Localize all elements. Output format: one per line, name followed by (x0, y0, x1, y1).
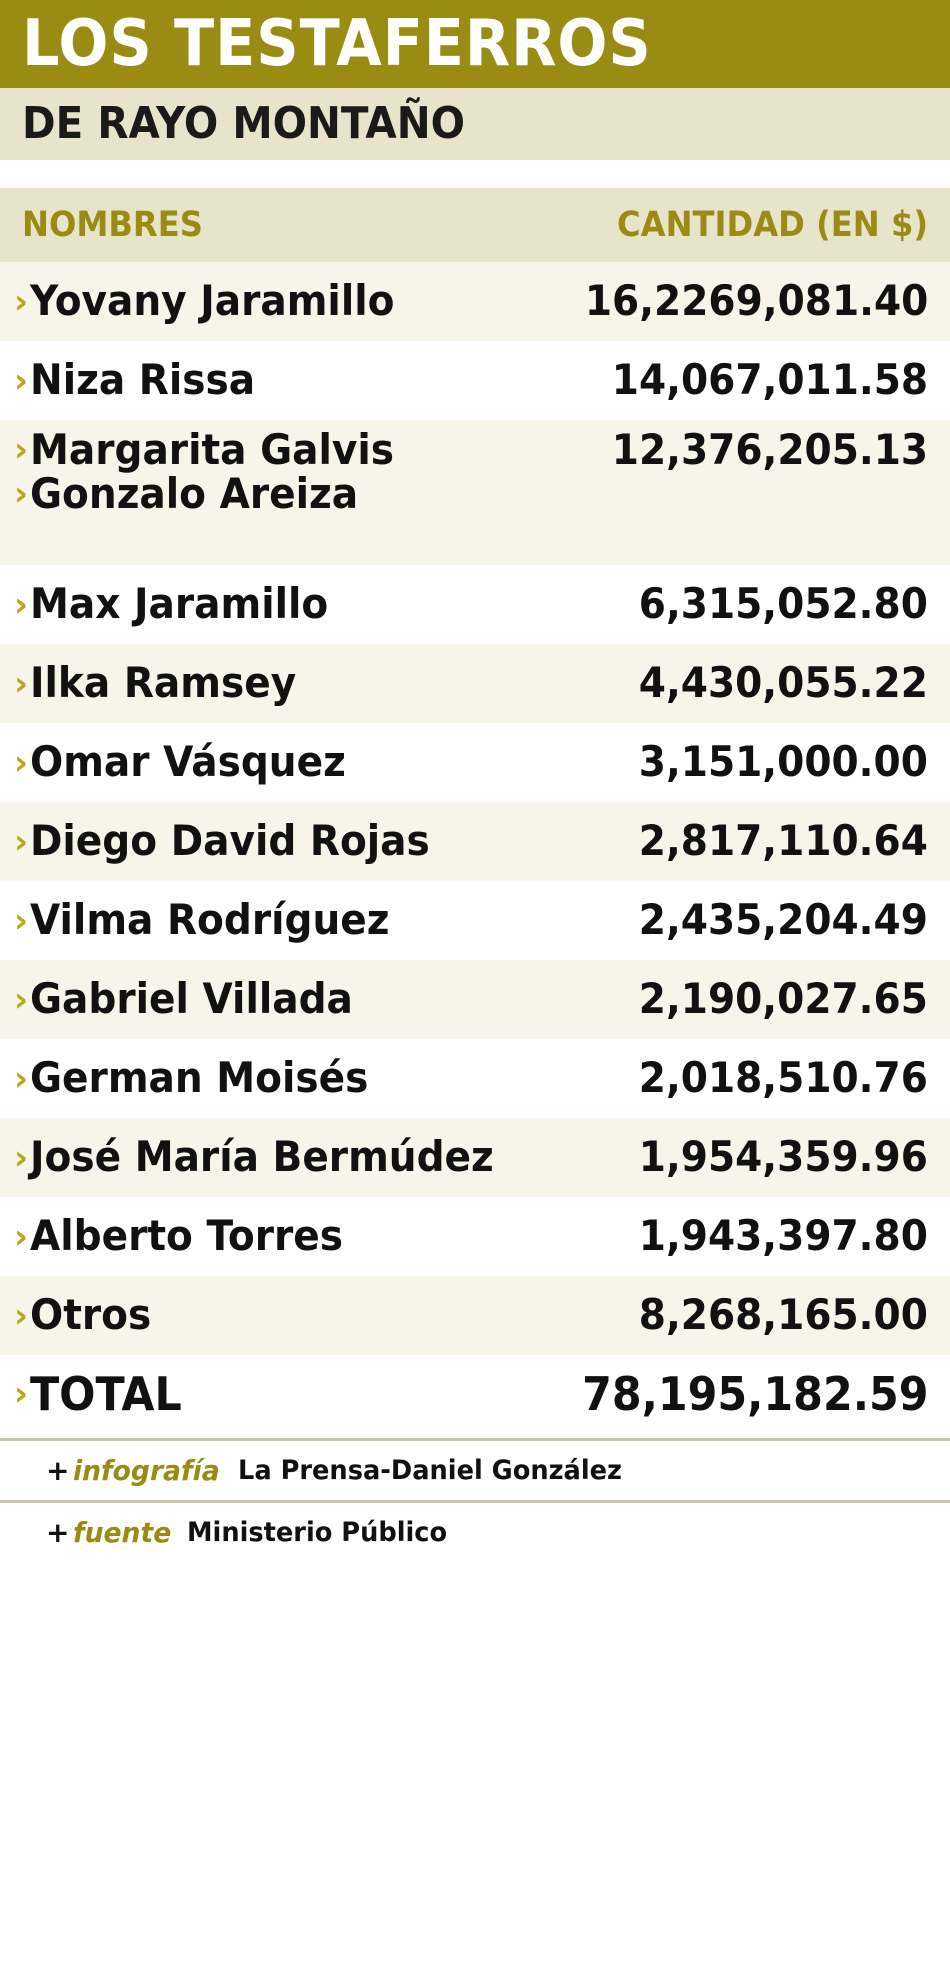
row-names (14, 355, 272, 405)
table-row (0, 262, 950, 341)
row-amount-value: 1,954,359.96 (638, 1132, 928, 1182)
chevron-right-icon: › (14, 1295, 29, 1336)
table-header-row (0, 188, 950, 262)
table-row (0, 881, 950, 960)
name-line (14, 469, 383, 519)
chevron-right-icon: › (14, 281, 29, 322)
chevron-right-icon: › (14, 979, 29, 1020)
row-amount-value: 14,067,011.58 (611, 355, 928, 405)
row-names (14, 816, 460, 866)
row-names (14, 1053, 394, 1103)
chevron-right-icon: › (14, 742, 29, 783)
name-line (14, 816, 460, 866)
name-line (14, 1053, 394, 1103)
header-spacer (0, 160, 950, 188)
name-line (14, 658, 316, 708)
chevron-right-icon: › (14, 1216, 29, 1257)
name-line (14, 1132, 529, 1182)
row-amount-value: 2,018,510.76 (638, 1053, 928, 1103)
chevron-right-icon: › (14, 584, 29, 625)
row-amount-value: 12,376,205.13 (611, 425, 928, 474)
table-row (0, 420, 950, 565)
table-row (0, 1118, 950, 1197)
row-amount-value: 2,817,110.64 (638, 816, 928, 866)
footer-fuente-label: fuente (73, 1516, 172, 1549)
chevron-right-icon: › (14, 663, 29, 704)
name-line (14, 974, 377, 1024)
table-row (0, 1197, 950, 1276)
chevron-right-icon: › (14, 1058, 29, 1099)
row-amount-value: 2,190,027.65 (638, 974, 928, 1024)
footer-fuente-value: Ministerio Público (186, 1517, 448, 1548)
page-subtitle: DE RAYO MONTAÑO (22, 98, 466, 149)
name-line (14, 355, 272, 405)
row-names (14, 658, 316, 708)
row-amount-value: 78,195,182.59 (581, 1367, 928, 1422)
table-row (0, 802, 950, 881)
row-names (14, 737, 370, 787)
row-names (14, 1211, 367, 1261)
row-name-label: Omar Vásquez (30, 737, 346, 787)
table-body (0, 262, 950, 1434)
name-line (14, 425, 421, 474)
row-name-label: Max Jaramillo (30, 579, 329, 629)
column-header-amount: CANTIDAD (EN $) (616, 205, 928, 245)
table-row (0, 1355, 950, 1434)
header-band (0, 0, 950, 160)
table-row (0, 960, 950, 1039)
table-row (0, 644, 950, 723)
name-line (14, 737, 370, 787)
row-names (14, 974, 377, 1024)
page-title: LOS TESTAFERROS (22, 7, 652, 81)
row-name-label: Niza Rissa (30, 355, 256, 405)
footer (0, 1438, 950, 1562)
row-names (14, 425, 421, 519)
subtitle-bar (0, 88, 950, 160)
name-line (14, 1290, 160, 1340)
chevron-right-icon: › (14, 900, 29, 941)
table-row (0, 341, 950, 420)
row-amount-value: 16,2269,081.40 (584, 276, 928, 326)
row-name-label: German Moisés (30, 1053, 369, 1103)
chevron-right-icon: › (14, 360, 29, 401)
footer-infografia-value: La Prensa-Daniel González (237, 1455, 622, 1486)
row-amount-value: 8,268,165.00 (638, 1290, 928, 1340)
table-row (0, 1039, 950, 1118)
name-line (14, 1211, 367, 1261)
row-name-label: Otros (30, 1290, 152, 1340)
table-row (0, 565, 950, 644)
row-name-label: Vilma Rodríguez (30, 895, 390, 945)
row-amount-value: 3,151,000.00 (638, 737, 928, 787)
plus-icon-2: + (46, 1516, 70, 1549)
chevron-right-icon: › (14, 821, 29, 862)
table-row (0, 723, 950, 802)
name-line (14, 1367, 193, 1422)
row-names (14, 1367, 193, 1422)
footer-credit (0, 1438, 950, 1500)
row-name-label: Alberto Torres (30, 1211, 344, 1261)
column-header-names: NOMBRES (22, 205, 203, 245)
footer-source (0, 1500, 950, 1562)
chevron-right-icon: › (14, 1374, 29, 1415)
row-name-label: Margarita Galvis (30, 425, 395, 474)
row-name-label: Diego David Rojas (30, 816, 430, 866)
row-names (14, 1132, 529, 1182)
chevron-right-icon: › (14, 430, 29, 471)
row-amount-value: 6,315,052.80 (638, 579, 928, 629)
row-names (14, 1290, 160, 1340)
row-amount-value: 4,430,055.22 (638, 658, 928, 708)
footer-infografia-label: infografía (73, 1454, 221, 1487)
row-amount-value: 1,943,397.80 (638, 1211, 928, 1261)
plus-icon: + (46, 1454, 70, 1487)
row-names (14, 579, 351, 629)
row-name-label: TOTAL (30, 1367, 182, 1422)
table-row (0, 1276, 950, 1355)
name-line (14, 895, 417, 945)
chevron-right-icon: › (14, 1137, 29, 1178)
row-name-label: Yovany Jaramillo (30, 276, 395, 326)
name-line (14, 276, 422, 326)
row-name-label: Ilka Ramsey (30, 658, 297, 708)
row-name-label: Gonzalo Areiza (30, 469, 359, 519)
row-names (14, 895, 417, 945)
row-name-label: Gabriel Villada (30, 974, 353, 1024)
name-line (14, 579, 351, 629)
row-amount-value: 2,435,204.49 (638, 895, 928, 945)
row-name-label: José María Bermúdez (30, 1132, 494, 1182)
title-bar (0, 0, 950, 88)
row-names (14, 276, 422, 326)
chevron-right-icon: › (14, 474, 29, 515)
